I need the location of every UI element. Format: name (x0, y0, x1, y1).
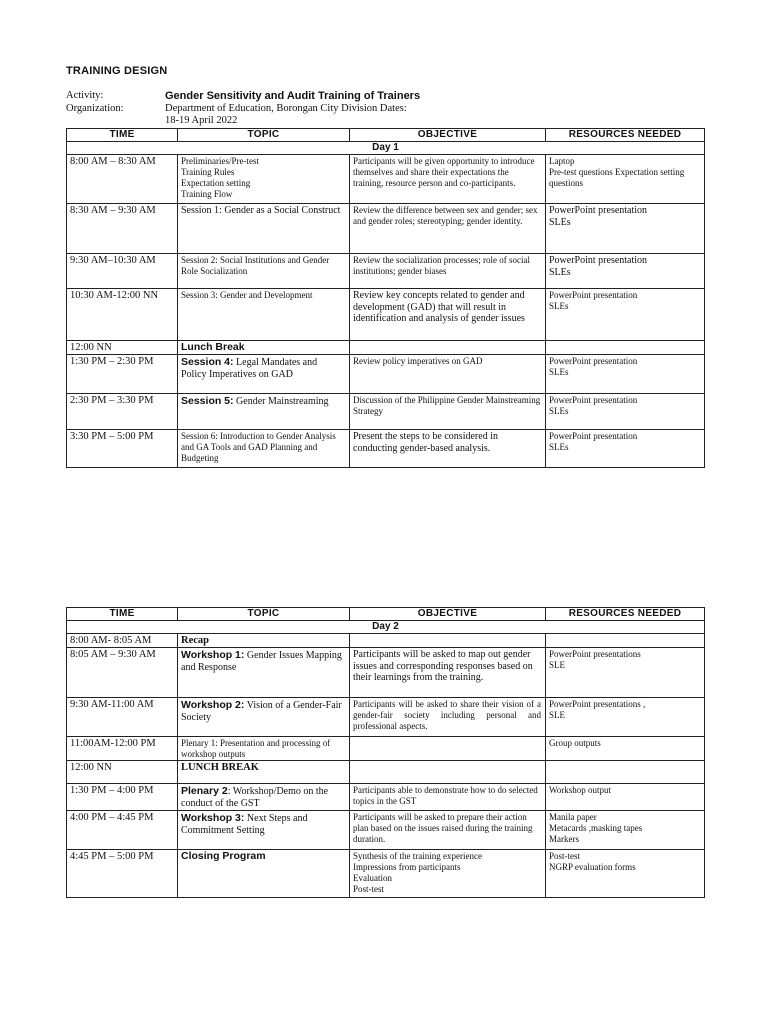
objective-cell: Participants will be asked to map out gender issues and corresponding responses based on their learnings from the training. (350, 648, 546, 698)
table-row (67, 784, 705, 811)
header-resources: RESOURCES NEEDED (546, 129, 705, 142)
day1-schedule-table (66, 128, 705, 468)
objective-cell: Participants will be asked to share their vision of a gender-fair society including personal and professional aspects. (350, 698, 546, 737)
topic-cell: Preliminaries/Pre-test Training Rules Expectation setting Training Flow (178, 155, 350, 204)
topic-cell: Workshop 1: Gender Issues Mapping and Response (178, 648, 350, 698)
resources-cell (546, 761, 705, 784)
time-cell: 4:45 PM – 5:00 PM (67, 850, 178, 898)
objective-cell: Review policy imperatives on GAD (350, 355, 546, 394)
day-label: Day 1 (67, 142, 705, 155)
time-cell: 8:00 AM – 8:30 AM (67, 155, 178, 204)
header-objective: OBJECTIVE (350, 129, 546, 142)
time-cell: 1:30 PM – 4:00 PM (67, 784, 178, 811)
time-cell: 10:30 AM-12:00 NN (67, 289, 178, 341)
time-cell: 11:00AM-12:00 PM (67, 737, 178, 761)
time-cell: 1:30 PM – 2:30 PM (67, 355, 178, 394)
resources-cell: PowerPoint presentation SLEs (546, 355, 705, 394)
resources-cell: PowerPoint presentation SLEs (546, 204, 705, 254)
topic-cell: Recap (178, 634, 350, 648)
header-topic: TOPIC (178, 608, 350, 621)
resources-cell: Post-test NGRP evaluation forms (546, 850, 705, 898)
time-cell: 9:30 AM-11:00 AM (67, 698, 178, 737)
table-row (67, 698, 705, 737)
header-time: TIME (67, 129, 178, 142)
header-objective: OBJECTIVE (350, 608, 546, 621)
time-cell: 4:00 PM – 4:45 PM (67, 811, 178, 850)
table-row (67, 634, 705, 648)
topic-cell: Lunch Break (178, 341, 350, 355)
header-topic: TOPIC (178, 129, 350, 142)
resources-cell: Laptop Pre-test questions Expectation setting questions (546, 155, 705, 204)
resources-cell: Group outputs (546, 737, 705, 761)
table-row (67, 430, 705, 468)
objective-cell: Synthesis of the training experience Impressions from participants Evaluation Post-test (350, 850, 546, 898)
topic-cell: Workshop 3: Next Steps and Commitment Setting (178, 811, 350, 850)
resources-cell: Manila paper Metacards ,masking tapes Markers (546, 811, 705, 850)
topic-cell: Session 3: Gender and Development (178, 289, 350, 341)
objective-cell (350, 761, 546, 784)
resources-cell (546, 341, 705, 355)
resources-cell (546, 634, 705, 648)
table-row (67, 394, 705, 430)
organization-value: Department of Education, Borongan City Division Dates: (165, 102, 407, 114)
objective-cell: Present the steps to be considered in conducting gender-based analysis. (350, 430, 546, 468)
time-cell: 12:00 NN (67, 341, 178, 355)
topic-cell: Plenary 1: Presentation and processing of workshop outputs (178, 737, 350, 761)
time-cell: 2:30 PM – 3:30 PM (67, 394, 178, 430)
time-cell: 8:00 AM- 8:05 AM (67, 634, 178, 648)
day-label-row (67, 142, 705, 155)
topic-cell: Closing Program (178, 850, 350, 898)
header-row (67, 608, 705, 621)
day-label: Day 2 (67, 621, 705, 634)
time-cell: 12:00 NN (67, 761, 178, 784)
time-cell: 8:30 AM – 9:30 AM (67, 204, 178, 254)
day2-schedule-table (66, 607, 705, 898)
dates-value: 18-19 April 2022 (165, 115, 238, 126)
organization-label: Organization: (66, 102, 124, 114)
time-cell: 9:30 AM–10:30 AM (67, 254, 178, 289)
table-row (67, 341, 705, 355)
objective-cell: Participants able to demonstrate how to do selected topics in the GST (350, 784, 546, 811)
header-time: TIME (67, 608, 178, 621)
table-row (67, 648, 705, 698)
table-row (67, 254, 705, 289)
header-resources: RESOURCES NEEDED (546, 608, 705, 621)
objective-cell: Participants will be given opportunity to introduce themselves and share their expectations the training, resource person and co-participants. (350, 155, 546, 204)
time-cell: 8:05 AM – 9:30 AM (67, 648, 178, 698)
objective-cell: Review the difference between sex and gender; sex and gender roles; stereotyping; gender identity. (350, 204, 546, 254)
resources-cell: Workshop output (546, 784, 705, 811)
table-row (67, 155, 705, 204)
resources-cell: PowerPoint presentations SLE (546, 648, 705, 698)
time-cell: 3:30 PM – 5:00 PM (67, 430, 178, 468)
objective-cell: Discussion of the Philippine Gender Mainstreaming Strategy (350, 394, 546, 430)
topic-cell: Session 2: Social Institutions and Gender Role Socialization (178, 254, 350, 289)
topic-cell: Session 1: Gender as a Social Construct (178, 204, 350, 254)
topic-cell: Session 5: Gender Mainstreaming (178, 394, 350, 430)
table-row (67, 204, 705, 254)
topic-cell: Plenary 2: Workshop/Demo on the conduct of the GST (178, 784, 350, 811)
objective-cell (350, 634, 546, 648)
topic-cell: LUNCH BREAK (178, 761, 350, 784)
doc-title: TRAINING DESIGN (66, 65, 168, 77)
objective-cell: Participants will be asked to prepare their action plan based on the issues raised during the training duration. (350, 811, 546, 850)
objective-cell: Review key concepts related to gender and development (GAD) that will result in identification and analysis of gender issues (350, 289, 546, 341)
topic-cell: Workshop 2: Vision of a Gender-Fair Society (178, 698, 350, 737)
objective-cell (350, 737, 546, 761)
table-row (67, 761, 705, 784)
activity-value: Gender Sensitivity and Audit Training of Trainers (165, 90, 421, 102)
topic-cell: Session 4: Legal Mandates and Policy Imperatives on GAD (178, 355, 350, 394)
activity-label: Activity: (66, 90, 104, 101)
doc-meta (66, 90, 420, 128)
day-label-row (67, 621, 705, 634)
topic-cell: Session 6: Introduction to Gender Analysis and GA Tools and GAD Planning and Budgeting (178, 430, 350, 468)
resources-cell: PowerPoint presentation SLEs (546, 254, 705, 289)
table-row (67, 811, 705, 850)
table-row (67, 737, 705, 761)
table-row (67, 289, 705, 341)
objective-cell (350, 341, 546, 355)
table-row (67, 850, 705, 898)
resources-cell: PowerPoint presentation SLEs (546, 394, 705, 430)
table-row (67, 355, 705, 394)
objective-cell: Review the socialization processes; role of social institutions; gender biases (350, 254, 546, 289)
resources-cell: PowerPoint presentation SLEs (546, 430, 705, 468)
resources-cell: PowerPoint presentation SLEs (546, 289, 705, 341)
resources-cell: PowerPoint presentations , SLE (546, 698, 705, 737)
header-row (67, 129, 705, 142)
